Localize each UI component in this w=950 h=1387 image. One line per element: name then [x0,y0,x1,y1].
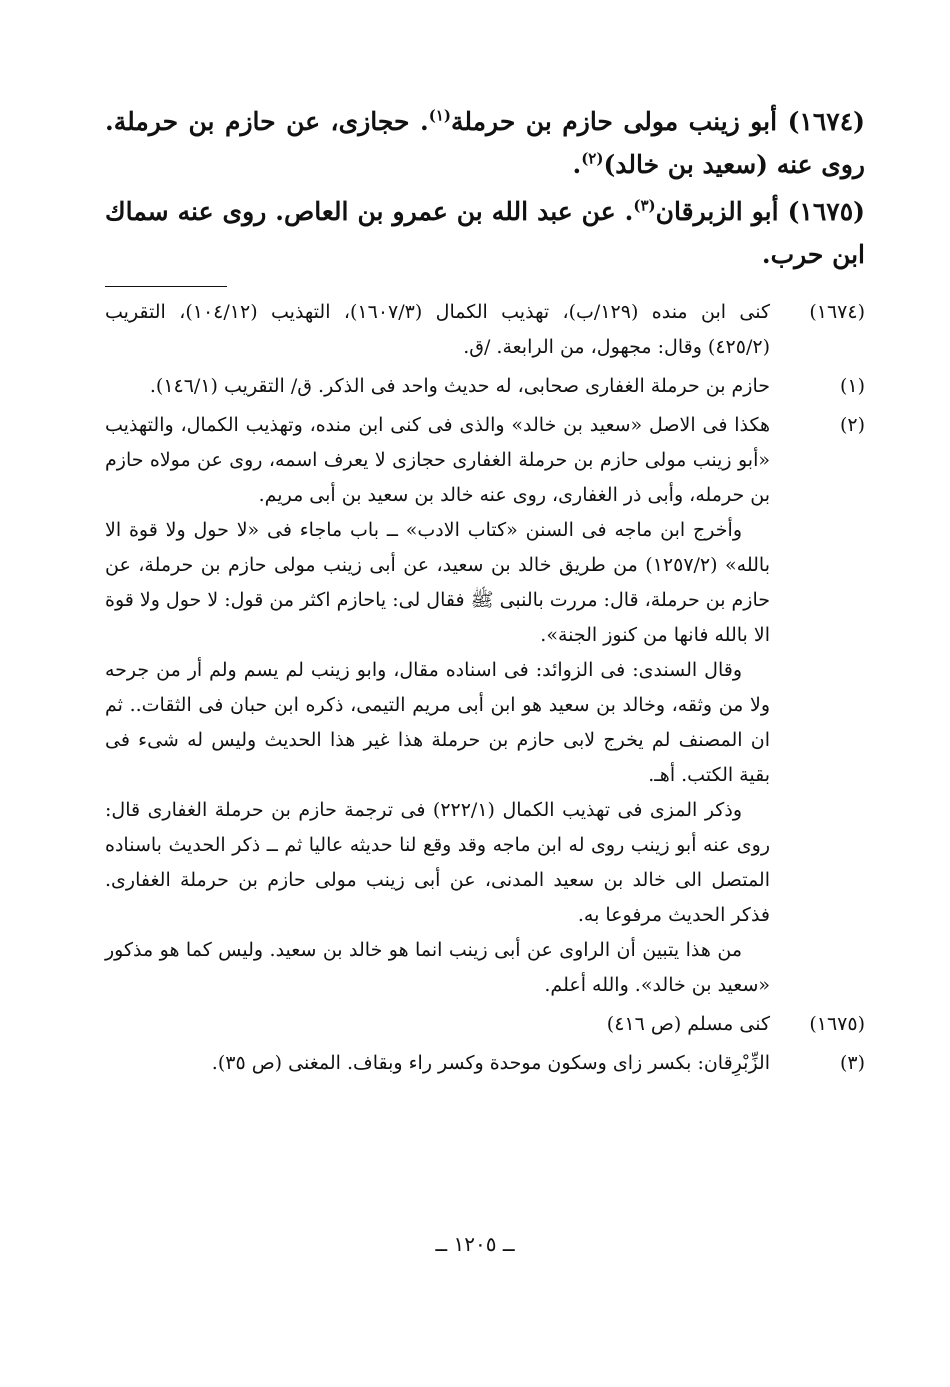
footnote-paragraph: كنى مسلم (ص ٤١٦) [606,1013,770,1035]
footnote-ref[interactable]: (٢) [581,149,604,168]
footnote-mark: (١) [839,375,865,397]
footnote-paragraph: وقال السندى: فى الزوائد: فى اسناده مقال، وابو زينب لم يسم ولم أر من جرحه ولا من وثقه، وخالد بن سعيد هو ابن أبى مريم التيمى، ذكره ابن حبان فى الثقات.. ثم ان المصنف لم يخرج لابى حازم بن حرملة هذا غير هذا الحديث وليس له شىء فى بقية الكتب. أهـ. [105,659,770,786]
footnote-1 [105,369,865,404]
footnote-paragraph: هكذا فى الاصل «سعيد بن خالد» والذى فى كنى ابن منده، وتهذيب الكمال، والتهذيب «أبو زينب مولى حازم بن حرملة الغفارى حجازى لا يعرف اسمه، روى عن مولاه حازم بن حرمله، وأبى ذر الغفارى، روى عنه خالد بن سعيد بن أبى مريم. [105,414,770,506]
footnote-3 [105,1046,865,1081]
entry-text: . عن عبد الله بن عمرو بن العاص. روى عنه سماك ابن حرب. [105,197,865,269]
footnote-mark: (١٦٧٥) [809,1013,865,1035]
footnote-body [105,369,770,404]
text-area [105,100,865,1085]
entry-text: أبو زينب مولى حازم بن حرملة [450,107,778,136]
footnote-mark: (١٦٧٤) [809,301,865,323]
footnote-1675 [105,1007,865,1042]
footnote-1674 [105,295,865,365]
footnote-paragraph: وأخرج ابن ماجه فى السنن «كتاب الادب» ــ باب ماجاء فى «لا حول ولا قوة الا بالله» (١٢٥٧/٢) من طريق خالد بن سعيد، عن أبى زينب مولى حازم بن حرملة، عن حازم بن حرملة، قال: مررت بالنبى ﷺ فقال لى: ياحازم اكثر من قول: لا حول ولا قوة الا بالله فانها من كنوز الجنة». [104,519,770,646]
footnote-2 [105,408,865,1003]
footnote-ref[interactable]: (١) [428,106,451,125]
footnote-body [105,1046,770,1081]
footnote-paragraph: وذكر المزى فى تهذيب الكمال (٢٢٢/١) فى ترجمة حازم بن حرملة الغفارى قال: روى عنه أبو زينب روى له ابن ماجه وقد وقع لنا حديثه عاليا ثم ــ ذكر الحديث باسناده المتصل الى خالد بن سعيد المدنى، عن أبى زينب مولى حازم بن حرملة الغفارى. فذكر الحديث مرفوعا به. [105,799,770,926]
footnote-ref[interactable]: (٣) [633,196,656,215]
footnotes [105,295,865,1081]
footnote-paragraph: الزِّبْرِقان: بكسر زاى وسكون موحدة وكسر راء وبقاف. المغنى (ص ٣٥). [211,1052,770,1074]
entry-text: . [572,150,582,179]
footnote-mark: (٢) [839,414,865,436]
entry-text: . حجازى، عن حازم بن حرملة. روى عنه (سعيد بن خالد) [105,107,865,179]
entry-number: (١٦٧٤) [787,107,865,136]
footnote-paragraph: حازم بن حرملة الغفارى صحابى، له حديث واحد فى الذكر. ق/ التقريب (١٤٦/١). [149,375,770,397]
footnote-paragraph: كنى ابن منده (١٢٩/ب)، تهذيب الكمال (١٦٠٧/٣)، التهذيب (١٠٤/١٢)، التقريب (٤٢٥/٢) وقال: مجهول، من الرابعة. /ق. [105,301,771,358]
footnote-body [105,1007,770,1042]
entry-1674 [105,100,865,186]
page-number: ــ ١٢٠٥ ــ [435,1232,515,1256]
entry-text: أبو الزبرقان [655,197,779,226]
footnote-mark: (٣) [839,1052,865,1074]
entry-number: (١٦٧٥) [787,197,865,226]
footnote-body [105,295,770,365]
footnote-body [105,408,770,1003]
entry-1675 [105,190,865,276]
footnote-paragraph: من هذا يتبين أن الراوى عن أبى زينب انما هو خالد بن سعيد. وليس كما هو مذكور «سعيد بن خالد». والله أعلم. [105,939,770,996]
footnote-separator [105,286,227,287]
